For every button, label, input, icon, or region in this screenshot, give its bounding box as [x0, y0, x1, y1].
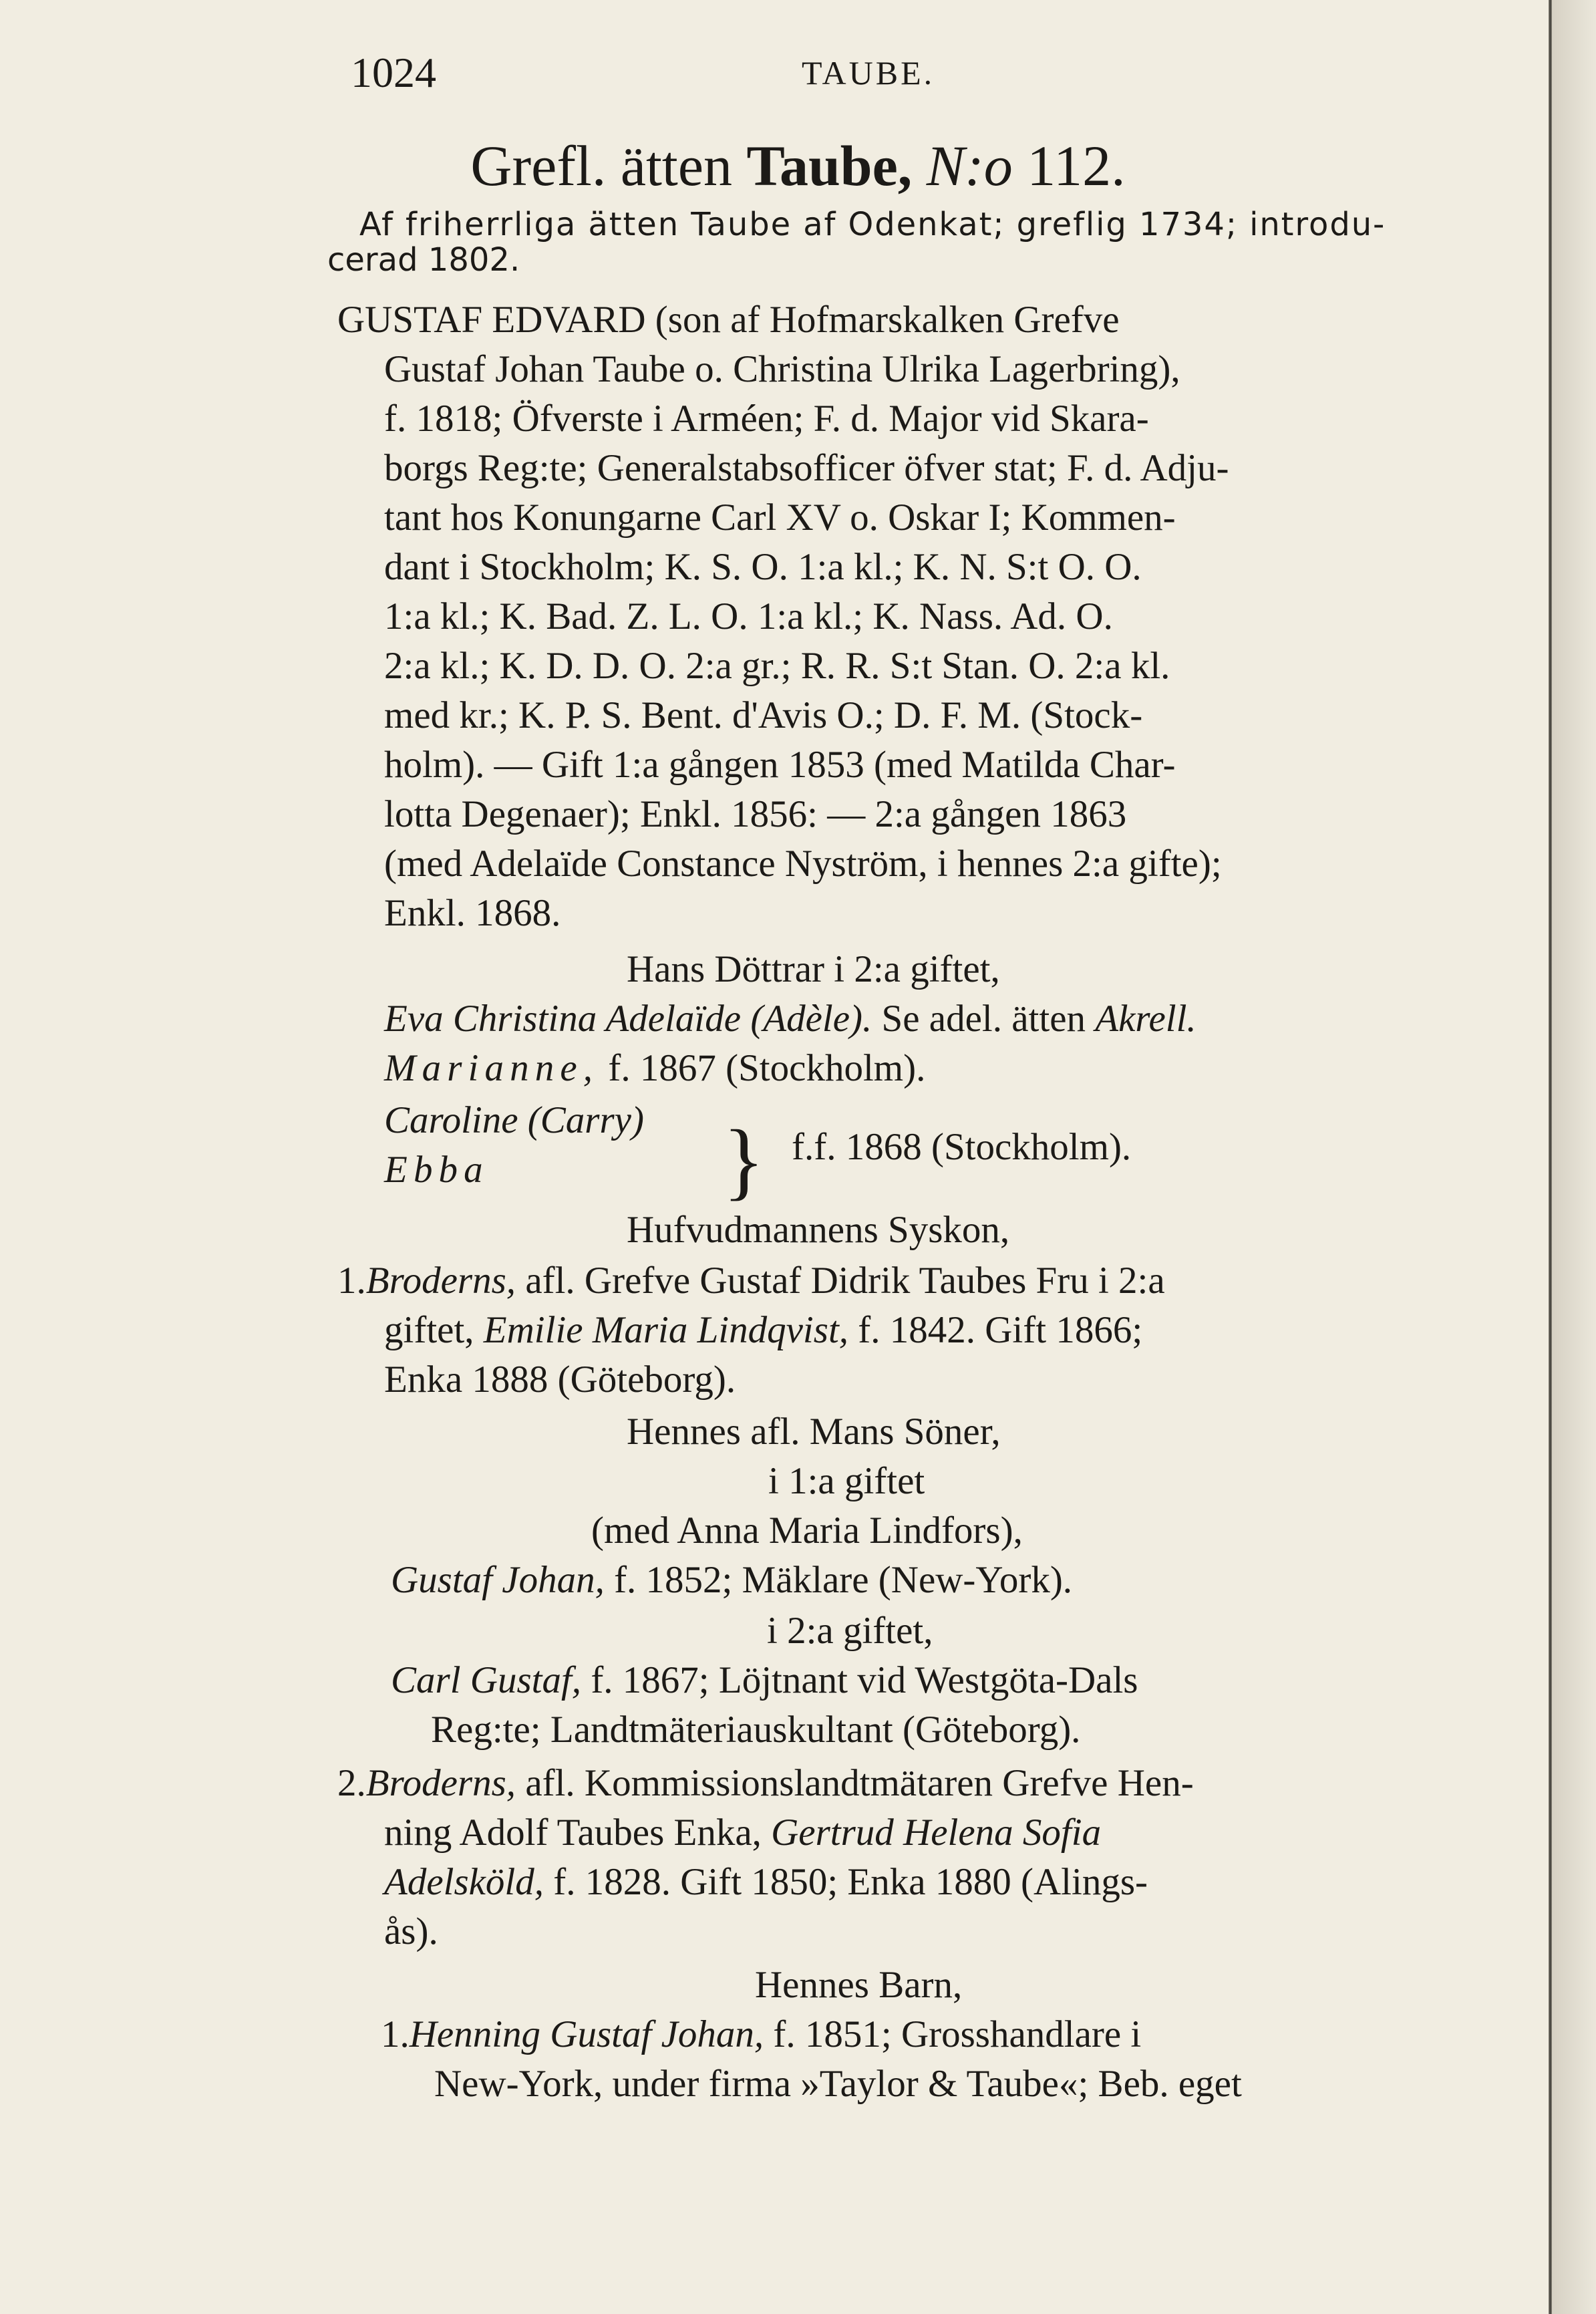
text-line: GUSTAF EDVARD (son af Hofmarskalken Grefve: [337, 299, 1120, 341]
text-line: Marianne, f. 1867 (Stockholm).: [384, 1047, 926, 1089]
text-line: giftet, Emilie Maria Lindqvist, f. 1842. Gift 1866;: [384, 1309, 1143, 1351]
text-line: Reg:te; Landtmäteriauskultant (Göteborg).: [431, 1709, 1081, 1751]
text-line: holm). — Gift 1:a gången 1853 (med Matilda Char-: [384, 744, 1176, 786]
text-line: Gustaf Johan, f. 1852; Mäklare (New-York).: [391, 1559, 1073, 1601]
intro-line-2: cerad 1802.: [327, 241, 520, 279]
text-line: f.f. 1868 (Stockholm).: [792, 1126, 1132, 1168]
text-line: Adelsköld, f. 1828. Gift 1850; Enka 1880 (Alings-: [384, 1861, 1148, 1903]
text-line: ås).: [384, 1910, 438, 1953]
text-line: Ebba: [384, 1149, 489, 1191]
text-line: 1.Broderns, afl. Grefve Gustaf Didrik Taubes Fru i 2:a: [337, 1260, 1165, 1302]
section-title: Grefl. ätten Taube, N:o 112.: [470, 134, 1126, 198]
subheading: Hennes afl. Mans Söner,: [627, 1411, 1001, 1453]
text-line: Enka 1888 (Göteborg).: [384, 1358, 736, 1401]
text-line: Gustaf Johan Taube o. Christina Ulrika Lagerbring),: [384, 348, 1180, 390]
running-head: TAUBE.: [802, 54, 935, 92]
text-line: tant hos Konungarne Carl XV o. Oskar I; Kommen-: [384, 496, 1176, 539]
subheading: Hans Döttrar i 2:a giftet,: [627, 948, 1000, 990]
text-line: ning Adolf Taubes Enka, Gertrud Helena Sofia: [384, 1812, 1102, 1854]
intro-line-1: Af friherrliga ätten Taube af Odenkat; greflig 1734; introdu-: [359, 206, 1386, 243]
text-line: f. 1818; Öfverste i Arméen; F. d. Major vid Skara-: [384, 398, 1149, 440]
text-line: dant i Stockholm; K. S. O. 1:a kl.; K. N. S:t O. O.: [384, 546, 1142, 588]
subheading: (med Anna Maria Lindfors),: [591, 1509, 1023, 1552]
text-line: med kr.; K. P. S. Bent. d'Avis O.; D. F. M. (Stock-: [384, 694, 1143, 736]
text-line: lotta Degenaer); Enkl. 1856: — 2:a gången 1863: [384, 793, 1127, 835]
text-line: Caroline (Carry): [384, 1099, 644, 1141]
text-line: New-York, under firma »Taylor & Taube«; Beb. eget: [434, 2063, 1242, 2105]
subheading: i 2:a giftet,: [767, 1610, 933, 1652]
page-number: 1024: [351, 49, 436, 96]
text-line: (med Adelaïde Constance Nyström, i hennes 2:a gifte);: [384, 843, 1222, 885]
text-line: 2:a kl.; K. D. D. O. 2:a gr.; R. R. S:t Stan. O. 2:a kl.: [384, 645, 1170, 687]
text-line: Enkl. 1868.: [384, 892, 561, 934]
text-line: 1.Henning Gustaf Johan, f. 1851; Grosshandlare i: [381, 2013, 1142, 2055]
text-line: Carl Gustaf, f. 1867; Löjtnant vid Westgöta-Dals: [391, 1659, 1138, 1701]
subheading: Hennes Barn,: [755, 1964, 963, 2006]
subheading: i 1:a giftet: [768, 1460, 925, 1502]
text-line: borgs Reg:te; Generalstabsofficer öfver stat; F. d. Adju-: [384, 447, 1229, 489]
text-line: Eva Christina Adelaïde (Adèle). Se adel. ätten Akrell.: [384, 998, 1196, 1040]
text-line: 1:a kl.; K. Bad. Z. L. O. 1:a kl.; K. Nass. Ad. O.: [384, 595, 1113, 637]
subheading: Hufvudmannens Syskon,: [627, 1209, 1010, 1251]
brace: }: [723, 1113, 765, 1209]
text-line: 2.Broderns, afl. Kommissionslandtmätaren Grefve Hen-: [337, 1762, 1194, 1804]
